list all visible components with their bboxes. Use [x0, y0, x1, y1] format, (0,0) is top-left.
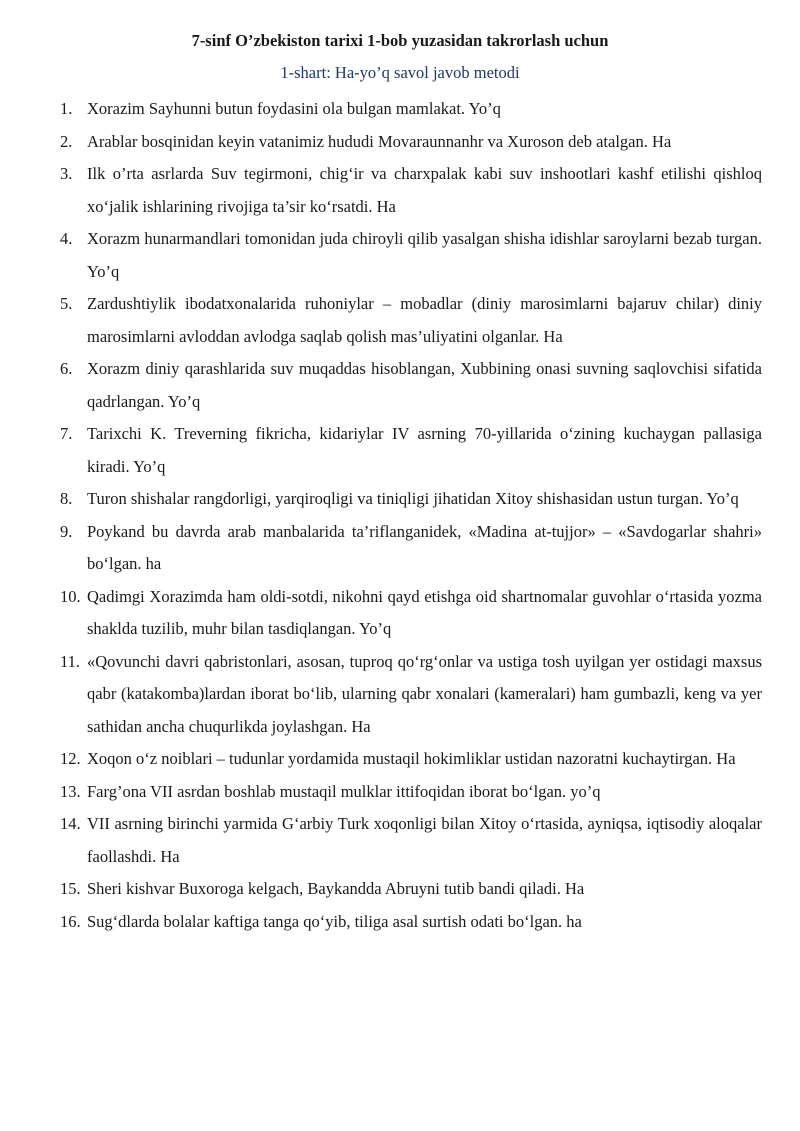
item-text: Arablar bosqinidan keyin vatanimiz hududi Movaraunnanhr va Xuroson deb atalgan. Ha	[87, 131, 672, 151]
item-text: Zardushtiylik ibodatxonalarida ruhoniylar – mobadlar (diniy marosimlarni bajaruv chilar) diniy marosimlarni avloddan avlodga saqlab qolish mas’uliyatini olganlar. Ha	[87, 294, 762, 346]
item-text: Sug‘dlarda bolalar kaftiga tanga qo‘yib, tiliga asal surtish odati bo‘lgan. ha	[87, 911, 582, 931]
list-item	[60, 223, 762, 288]
list-item	[60, 483, 762, 516]
list-item	[60, 776, 762, 809]
item-number: 16.	[60, 911, 81, 931]
list-item	[60, 906, 762, 939]
item-number: 2.	[60, 131, 73, 151]
item-text: Poykand bu davrda arab manbalarida ta’riflanganidek, «Madina at-tujjor» – «Savdogarlar shahri» bo‘lgan. ha	[87, 521, 762, 573]
item-number: 14.	[60, 814, 81, 833]
item-text: Xoqon o‘z noiblari – tudunlar yordamida mustaqil hokimliklar ustidan nazoratni kuchaytirgan. Ha	[87, 749, 736, 768]
page-subtitle: 1-shart: Ha-yo’q savol javob metodi	[280, 63, 520, 82]
item-number: 1.	[60, 99, 73, 118]
item-number: 4.	[60, 229, 73, 248]
page-title: 7-sinf O’zbekiston tarixi 1-bob yuzasidan takrorlash uchun	[191, 31, 609, 50]
item-text: Xorazim Sayhunni butun foydasini ola bulgan mamlakat. Yo’q	[87, 99, 501, 118]
list-item	[60, 418, 762, 483]
item-number: 6.	[60, 359, 73, 378]
item-text: Farg’ona VII asrdan boshlab mustaqil mulklar ittifoqidan iborat bo‘lgan. yo’q	[87, 781, 601, 801]
item-number: 8.	[60, 489, 73, 508]
item-text: Turon shishalar rangdorligi, yarqiroqligi va tiniqligi jihatidan Xitoy shishasidan ustun turgan. Yo’q	[87, 489, 739, 508]
list-item	[60, 158, 762, 223]
question-list	[60, 93, 762, 938]
item-text: Qadimgi Xorazimda ham oldi-sotdi, nikohni qayd etishga oid shartnomalar guvohlar o‘rtasida yozma shaklda tuzilib, muhr bilan tasdiqlangan. Yo’q	[87, 586, 762, 638]
list-item	[60, 353, 762, 418]
list-item	[60, 93, 762, 126]
item-text: Xorazm diniy qarashlarida suv muqaddas hisoblangan, Xubbining onasi suvning saqlovchisi sifatida qadrlangan. Yo’q	[87, 359, 762, 411]
item-number: 11.	[60, 651, 81, 671]
item-text: «Qovunchi davri qabristonlari, asosan, tuproq qo‘rg‘onlar va ustiga tosh uyilgan yer ostidagi maxsus qabr (katakomba)lardan iborat bo‘lib, ularning qabr xonalari (kameralari) ham gumbazli, keng va yer sathidan ancha chuqurlikda joylashgan. Ha	[87, 651, 762, 736]
item-number: 10.	[60, 586, 81, 606]
item-text: Ilk o’rta asrlarda Suv tegirmoni, chig‘ir va charxpalak kabi suv inshootlari kashf etilishi qishloq xo‘jalik ishlarining rivojiga ta’sir ko‘rsatdi. Ha	[87, 164, 762, 216]
item-number: 9.	[60, 521, 73, 541]
list-item	[60, 126, 762, 159]
item-number: 5.	[60, 294, 73, 313]
list-item	[60, 873, 762, 906]
item-number: 7.	[60, 424, 73, 443]
item-number: 3.	[60, 164, 73, 183]
item-number: 15.	[60, 879, 81, 898]
list-item	[60, 646, 762, 744]
list-item	[60, 516, 762, 581]
item-number: 12.	[60, 749, 81, 768]
item-number: 13.	[60, 781, 81, 801]
list-item	[60, 581, 762, 646]
item-text: VII asrning birinchi yarmida G‘arbiy Turk xoqonligi bilan Xitoy o‘rtasida, ayniqsa, iqtisodiy aloqalar faollashdi. Ha	[87, 814, 762, 866]
item-text: Tarixchi K. Treverning fikricha, kidariylar IV asrning 70-yillarida o‘zining kuchaygan pallasiga kiradi. Yo’q	[87, 424, 762, 476]
list-item	[60, 808, 762, 873]
item-text: Sheri kishvar Buxoroga kelgach, Baykandda Abruyni tutib bandi qiladi. Ha	[87, 879, 585, 898]
item-text: Xorazm hunarmandlari tomonidan juda chiroyli qilib yasalgan shisha idishlar saroylarni bezab turgan. Yo’q	[87, 229, 762, 281]
list-item	[60, 743, 762, 776]
list-item	[60, 288, 762, 353]
